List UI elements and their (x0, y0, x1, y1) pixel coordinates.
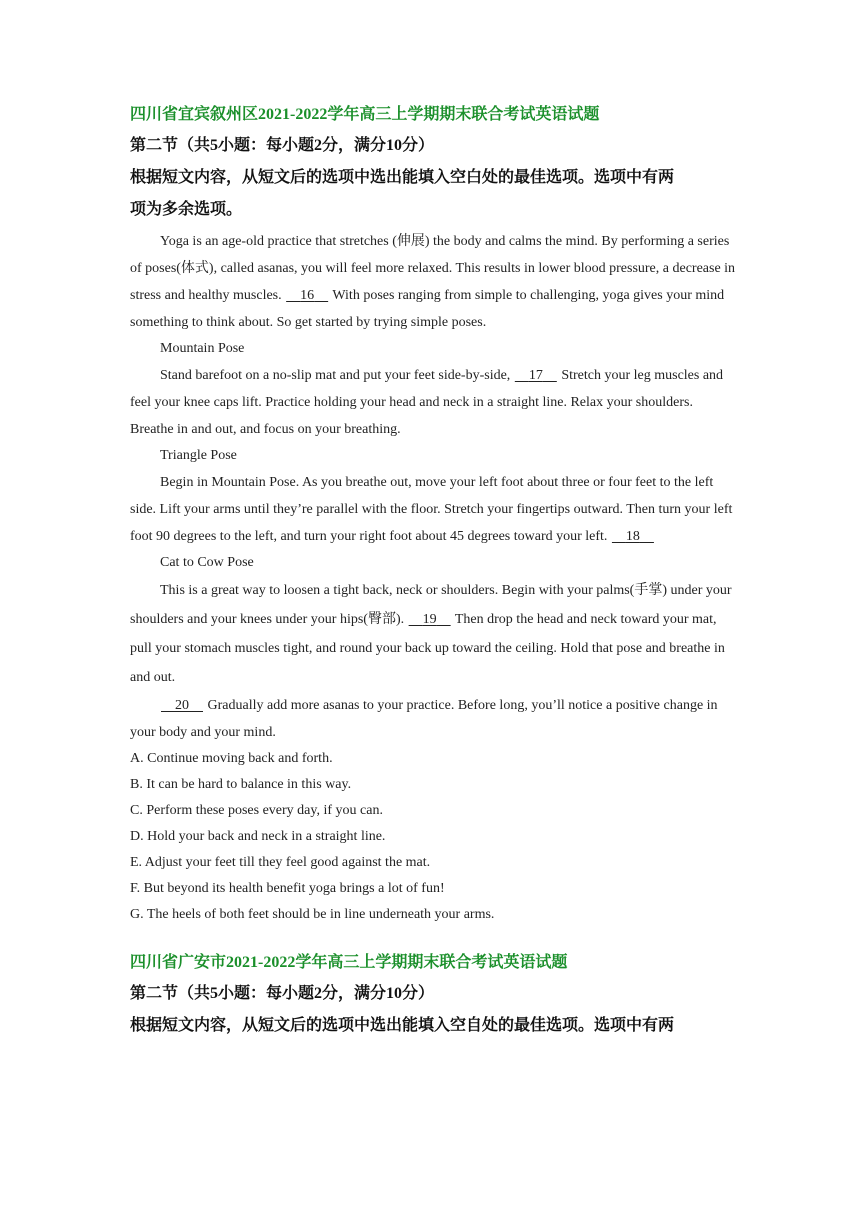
reading-passage (130, 228, 736, 746)
blank-16 (285, 282, 329, 309)
paragraph-text: This is a great way to loosen a tight back, neck or shoulders. Begin with your palms(手掌) under your shoulders and your knees under your hips(臀部). (130, 583, 732, 627)
section1-instruction-line2: 项为多余选项。 (130, 201, 243, 218)
blank-20 (160, 692, 204, 719)
section2-section-line: 第二节（共5小题：每小题2分，满分10分） (130, 985, 435, 1002)
paragraph-text: Stand barefoot on a no-slip mat and put your feet side-by-side, (160, 368, 511, 383)
paragraph-mountain-pose (130, 362, 736, 443)
section2-instruction-line1: 根据短文内容，从短文后的选项中选出能填入空自处的最佳选项。选项中有两 (130, 1017, 675, 1034)
option-f: F. But beyond its health benefit yoga brings a lot of fun! (130, 881, 445, 896)
heading-mountain-pose: Mountain Pose (160, 341, 245, 356)
option-b: B. It can be hard to balance in this way. (130, 777, 352, 792)
blank-number: 17 (528, 368, 543, 383)
paragraph-cat-to-cow-pose (130, 576, 736, 692)
heading-cat-to-cow-pose: Cat to Cow Pose (160, 555, 254, 570)
blank-number: 16 (300, 288, 315, 303)
blank-18 (611, 523, 655, 550)
paragraph-text: Stretch your leg muscles and feel your knee caps lift. Practice holding your head and neck in a straight line. Relax your shoulders. Breathe in and out, and focus on your breathing. (130, 368, 724, 437)
document-page (130, 100, 736, 1042)
blank-number: 20 (175, 698, 189, 713)
heading-triangle-pose: Triangle Pose (160, 448, 237, 463)
section1-instruction-line1: 根据短文内容，从短文后的选项中选出能填入空白处的最佳选项。选项中有两 (130, 169, 675, 186)
paragraph-conclusion (130, 692, 736, 746)
blank-19 (408, 605, 452, 634)
section1-section-line: 第二节（共5小题：每小题2分，满分10分） (130, 137, 435, 154)
option-a: A. Continue moving back and forth. (130, 751, 333, 766)
paragraph-text: Gradually add more asanas to your practice. Before long, you’ll notice a positive change in your body and your mind. (130, 698, 718, 740)
blank-17 (514, 362, 558, 389)
blank-number: 18 (625, 529, 640, 544)
paragraph-text: Yoga is an age-old practice that stretches (伸展) the body and calms the mind. By performing a series of poses(体式), called asanas, you will feel more relaxed. This results in lower blood pressure, a decrease in stress and healthy muscles. (130, 234, 736, 303)
paragraph-triangle-pose (130, 469, 736, 550)
section2-title: 四川省广安市2021-2022学年高三上学期期末联合考试英语试题 (130, 954, 568, 971)
paragraph-intro (130, 228, 736, 336)
section1-title: 四川省宜宾叙州区2021-2022学年高三上学期期末联合考试英语试题 (130, 106, 600, 123)
option-e: E. Adjust your feet till they feel good against the mat. (130, 855, 431, 870)
option-c: C. Perform these poses every day, if you can. (130, 803, 383, 818)
paragraph-text: Begin in Mountain Pose. As you breathe out, move your left foot about three or four feet to the left side. Lift your arms until they’re parallel with the floor. Stretch your fingertips outward. Then turn your left foot 90 degrees to the left, and turn your right foot about 45 degrees toward your left. (130, 475, 733, 544)
option-g: G. The heels of both feet should be in line underneath your arms. (130, 907, 495, 922)
section-spacer (130, 928, 736, 948)
paragraph-text: Then drop the head and neck toward your mat, pull your stomach muscles tight, and round your back up toward the ceiling. Hold that pose and breathe in and out. (130, 612, 725, 685)
paragraph-text: With poses ranging from simple to challenging, yoga gives your mind something to think about. So get started by trying simple poses. (130, 288, 725, 330)
answer-options (130, 746, 736, 928)
blank-number: 19 (422, 612, 437, 627)
option-d: D. Hold your back and neck in a straight line. (130, 829, 386, 844)
